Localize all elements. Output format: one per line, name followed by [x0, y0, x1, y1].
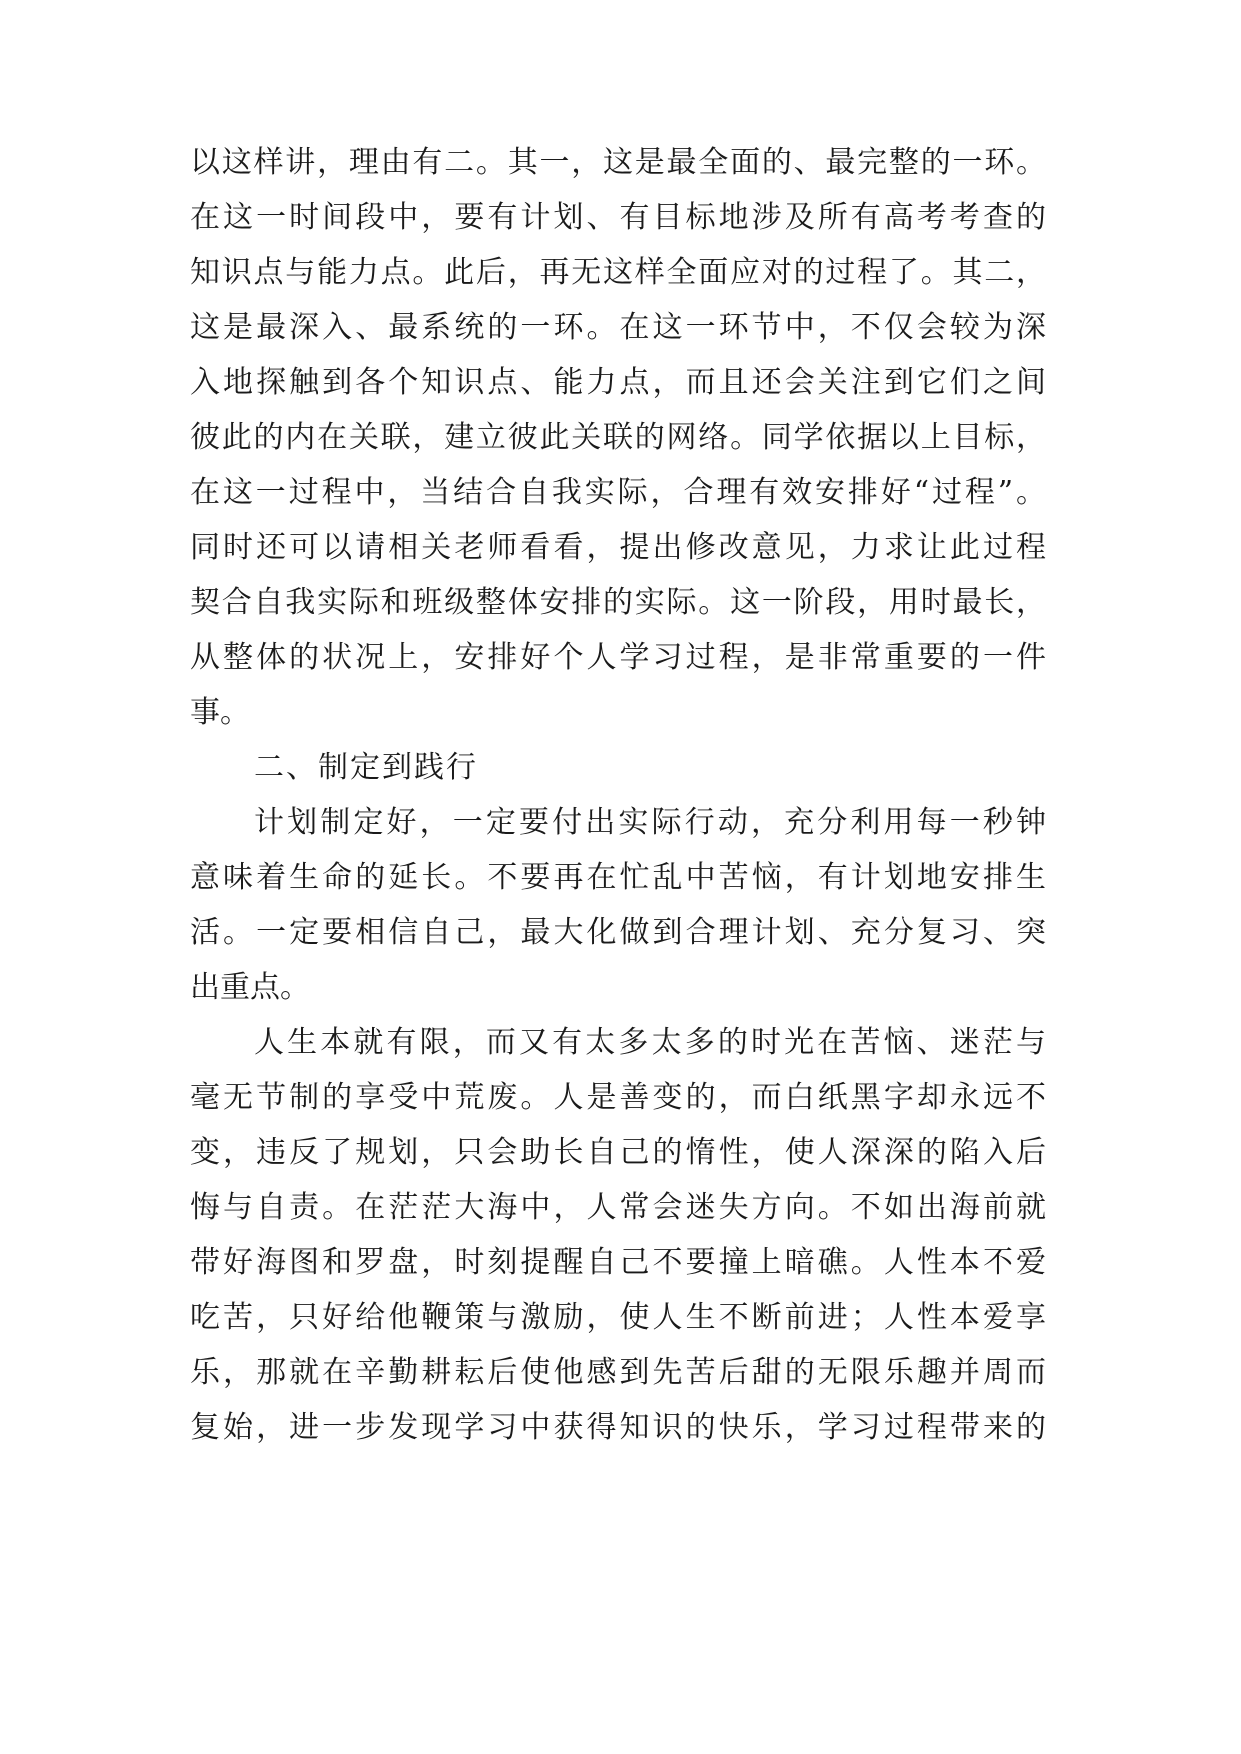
paragraph-2-line-3: 活。一定要相信自己，最大化做到合理计划、充分复习、突: [190, 915, 1046, 950]
paragraph-1-line-6: 彼此的内在关联，建立彼此关联的网络。同学依据以上目标，: [190, 420, 1046, 455]
paragraph-2-line-1: 计划制定好，一定要付出实际行动，充分利用每一秒钟: [254, 805, 1046, 840]
paragraph-1-line-3: 知识点与能力点。此后，再无这样全面应对的过程了。其二，: [190, 255, 1046, 290]
paragraph-2-line-4: 出重点。: [190, 970, 310, 1005]
paragraph-1-line-9: 契合自我实际和班级整体安排的实际。这一阶段，用时最长，: [190, 585, 1046, 620]
paragraph-3-line-6: 吃苦，只好给他鞭策与激励，使人生不断前进；人性本爱享: [190, 1300, 1046, 1335]
paragraph-1-line-1: 以这样讲，理由有二。其一，这是最全面的、最完整的一环。: [190, 145, 1046, 180]
paragraph-3-line-2: 毫无节制的享受中荒废。人是善变的，而白纸黑字却永远不: [190, 1080, 1046, 1115]
section-heading: 二、制定到践行: [254, 750, 478, 785]
paragraph-1-line-10: 从整体的状况上，安排好个人学习过程，是非常重要的一件: [190, 640, 1046, 675]
paragraph-1-line-7: 在这一过程中，当结合自我实际，合理有效安排好“过程”。: [190, 475, 1046, 510]
paragraph-1-line-4: 这是最深入、最系统的一环。在这一环节中，不仅会较为深: [190, 310, 1046, 345]
paragraph-1-line-8: 同时还可以请相关老师看看，提出修改意见，力求让此过程: [190, 530, 1046, 565]
paragraph-3-line-1: 人生本就有限，而又有太多太多的时光在苦恼、迷茫与: [254, 1025, 1046, 1060]
paragraph-3-line-4: 悔与自责。在茫茫大海中，人常会迷失方向。不如出海前就: [190, 1190, 1046, 1225]
paragraph-1-line-11: 事。: [190, 695, 250, 730]
paragraph-1-line-5: 入地探触到各个知识点、能力点，而且还会关注到它们之间: [190, 365, 1046, 400]
paragraph-1-line-2: 在这一时间段中，要有计划、有目标地涉及所有高考考查的: [190, 200, 1046, 235]
paragraph-3-line-5: 带好海图和罗盘，时刻提醒自己不要撞上暗礁。人性本不爱: [190, 1245, 1046, 1280]
paragraph-3-line-7: 乐，那就在辛勤耕耘后使他感到先苦后甜的无限乐趣并周而: [190, 1355, 1046, 1390]
paragraph-3-line-8: 复始，进一步发现学习中获得知识的快乐，学习过程带来的: [190, 1410, 1046, 1445]
paragraph-2-line-2: 意味着生命的延长。不要再在忙乱中苦恼，有计划地安排生: [190, 860, 1046, 895]
paragraph-3-line-3: 变，违反了规划，只会助长自己的惰性，使人深深的陷入后: [190, 1135, 1046, 1170]
